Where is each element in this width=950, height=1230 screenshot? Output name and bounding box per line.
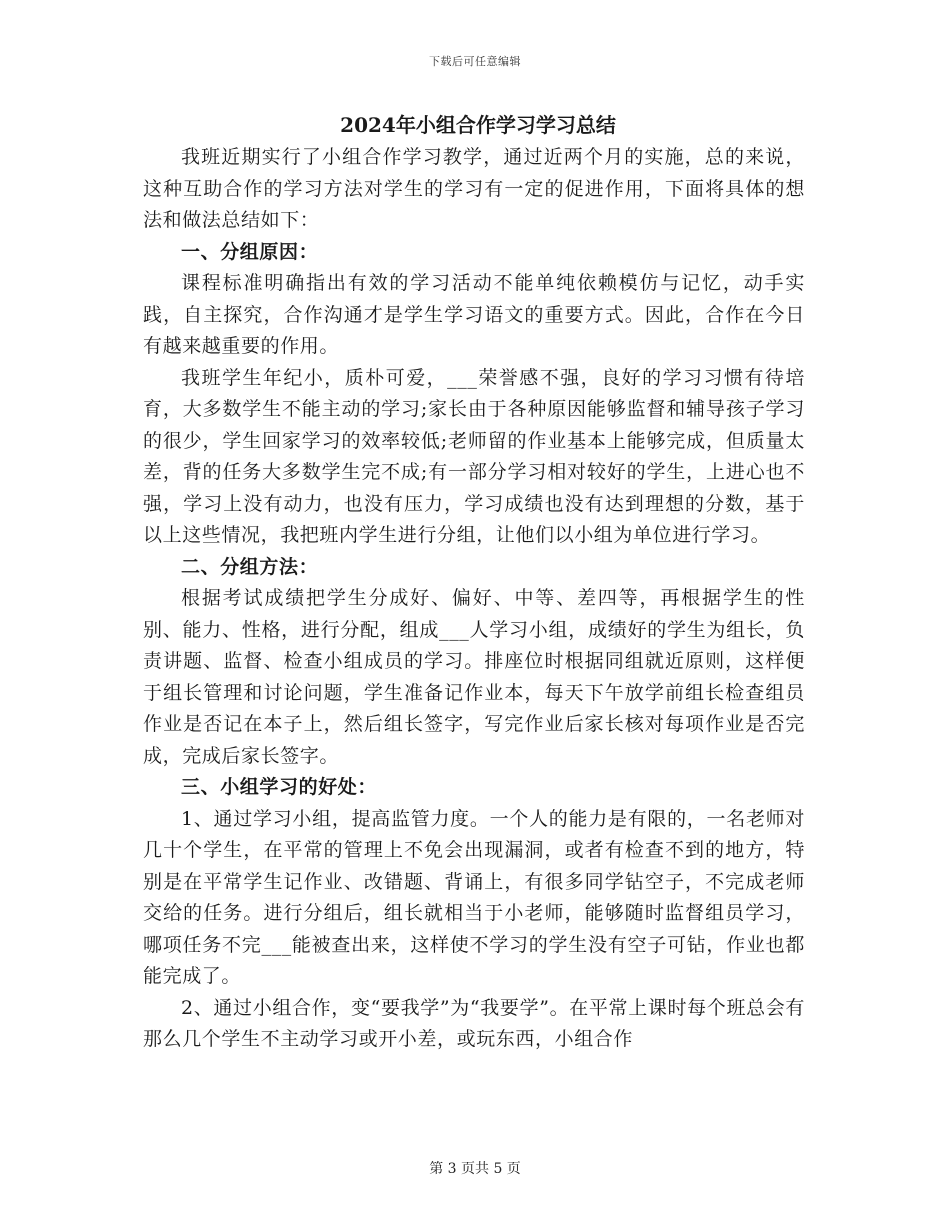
paragraph: 2、通过小组合作，变“要我学”为“我要学”。在平常上课时每个班总会有那么几个学生不主动学习或开小差，或玩东西，小组合作: [143, 996, 805, 1050]
document-body: [143, 108, 805, 1056]
page-number: 第 3 页共 5 页: [429, 1161, 521, 1177]
paragraph: 课程标准明确指出有效的学习活动不能单纯依赖模仿与记忆，动手实践，自主探究，合作沟通才是学生学习语文的重要方式。因此，合作在今日有越来越重要的作用。: [143, 272, 805, 357]
document-title: 2024年小组合作学习学习总结: [340, 113, 616, 137]
section-heading-grouping-method: 二、分组方法：: [181, 555, 319, 578]
intro-paragraph: 我班近期实行了小组合作学习教学，通过近两个月的实施，总的来说，这种互助合作的学习方法对学生的学习有一定的促进作用，下面将具体的想法和做法总结如下：: [143, 146, 805, 231]
section-heading-grouping-reason: 一、分组原因：: [181, 240, 319, 263]
page-header-note: 下载后可任意编辑: [429, 55, 521, 68]
paragraph: 根据考试成绩把学生分成好、偏好、中等、差四等，再根据学生的性别、能力、性格，进行分配，组成___人学习小组，成绩好的学生为组长，负责讲题、监督、检查小组成员的学习。排座位时根据同组就近原则，这样便于组长管理和讨论问题，学生准备记作业本，每天下午放学前组长检查组员作业是否记在本子上，然后组长签字，写完作业后家长核对每项作业是否完成，完成后家长签字。: [143, 587, 805, 767]
section-heading-benefits: 三、小组学习的好处：: [181, 776, 378, 798]
paragraph: 我班学生年纪小，质朴可爱，___荣誉感不强，良好的学习习惯有待培育，大多数学生不能主动的学习;家长由于各种原因能够监督和辅导孩子学习的很少，学生回家学习的效率较低;老师留的作业基本上能够完成，但质量太差，背的任务大多数学生完不成;有一部分学习相对较好的学生，上进心也不强，学习上没有动力，也没有压力，学习成绩也没有达到理想的分数，基于以上这些情况，我把班内学生进行分组，让他们以小组为单位进行学习。: [143, 366, 805, 546]
paragraph: 1、通过学习小组，提高监管力度。一个人的能力是有限的，一名老师对几十个学生，在平常的管理上不免会出现漏洞，或者有检查不到的地方，特别是在平常学生记作业、改错题、背诵上，有很多同学钻空子，不完成老师交给的任务。进行分组后，组长就相当于小老师，能够随时监督组员学习，哪项任务不完___能被查出来，这样使不学习的学生没有空子可钻，作业也都能完成了。: [143, 807, 805, 987]
